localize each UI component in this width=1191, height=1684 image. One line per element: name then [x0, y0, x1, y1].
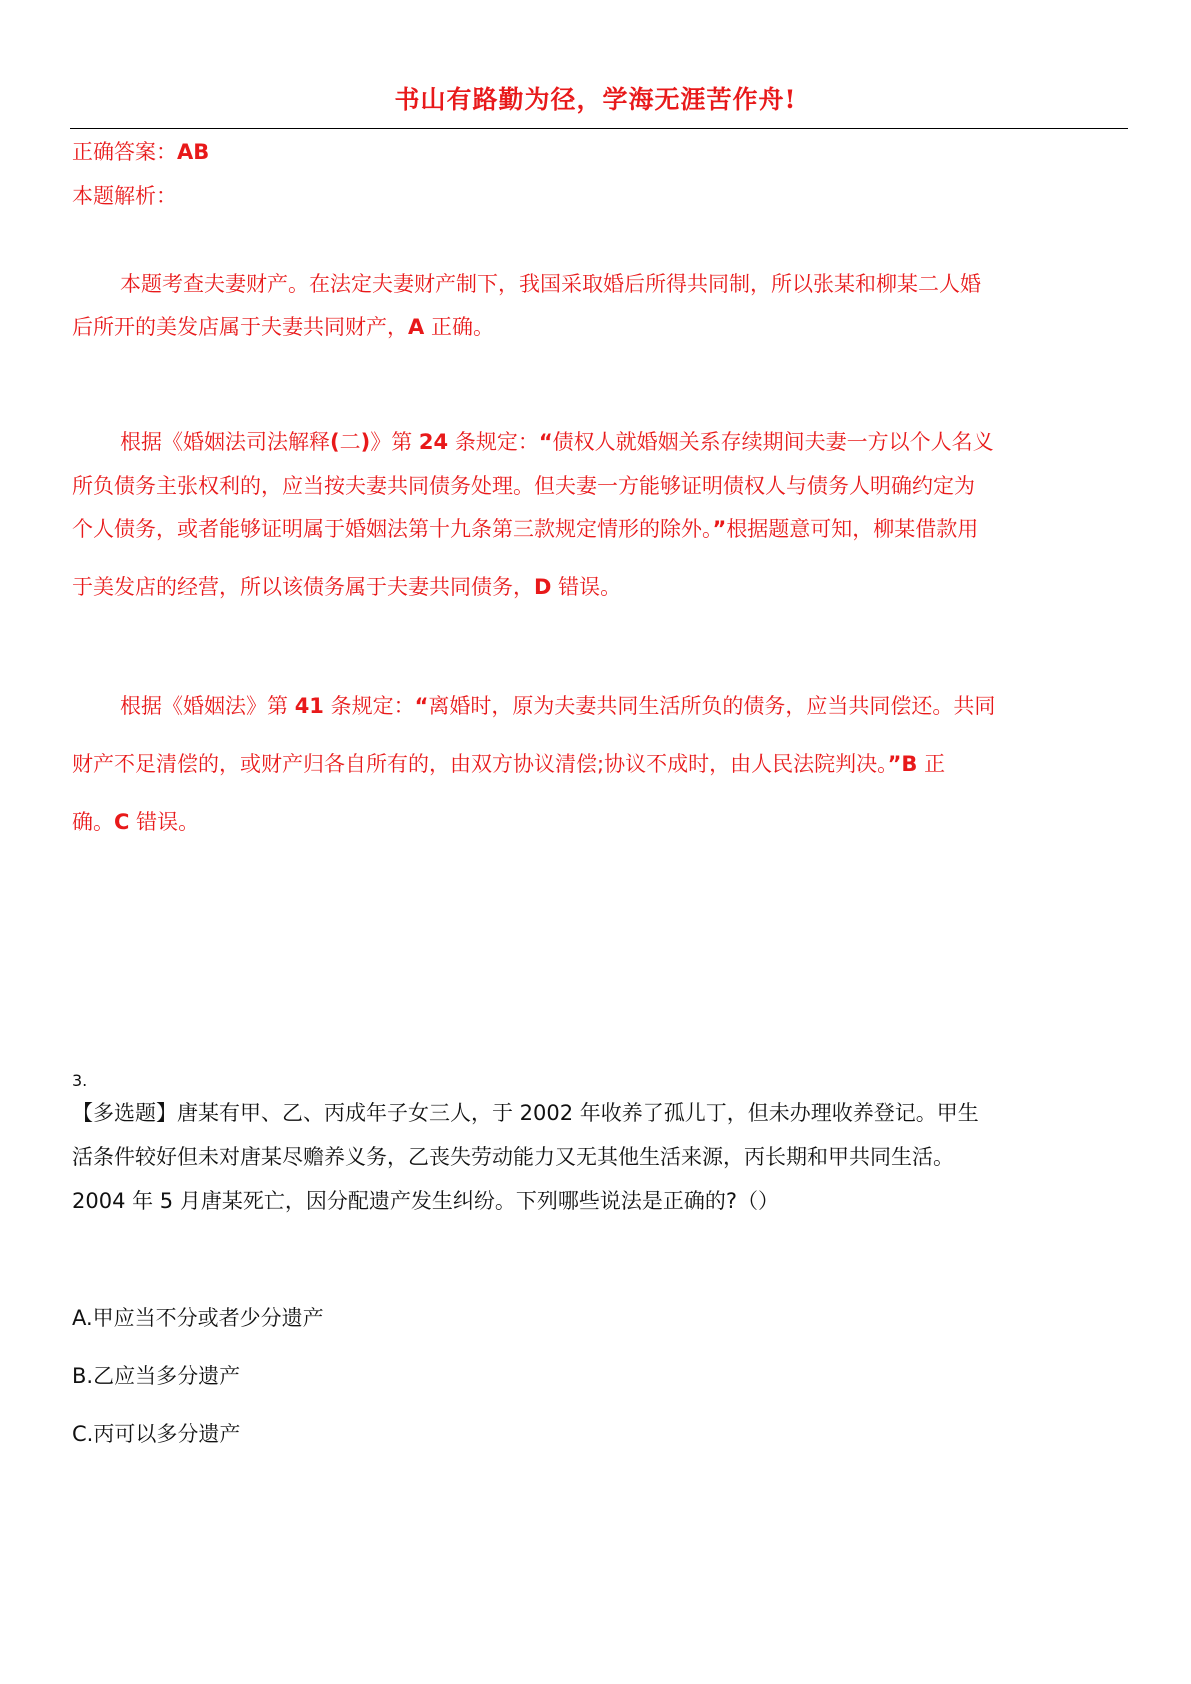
answer-label: 正确答案： — [72, 140, 177, 164]
analysis-p1-line1: 本题考查夫妻财产。在法定夫妻财产制下，我国采取婚后所得共同制，所以张某和柳某二人婚 — [120, 272, 981, 296]
option-ref-d: D — [534, 575, 552, 599]
analysis-p1-line2 — [72, 311, 494, 341]
text-segment: “ — [414, 694, 429, 718]
analysis-p3-line2 — [72, 748, 945, 778]
analysis-label: 本题解析： — [72, 184, 177, 208]
text-segment: 根据题意可知，柳某借款用 — [726, 517, 979, 541]
text-segment: 财产不足清偿的，或财产归各自所有的，由双方协议清偿;协议不成时，由人民法院判决。 — [72, 752, 888, 776]
header-divider — [70, 128, 1128, 129]
analysis-p2-line3 — [72, 513, 978, 543]
text-segment: 于美发店的经营，所以该债务属于夫妻共同债务， — [72, 575, 534, 599]
option-ref-c: C — [114, 810, 130, 834]
question-text-line3: 2004 年 5 月唐某死亡，因分配遗产发生纠纷。下列哪些说法是正确的?（） — [72, 1189, 779, 1213]
text-segment: 正 — [917, 752, 946, 776]
option-a[interactable]: A.甲应当不分或者少分遗产 — [72, 1306, 324, 1330]
question-number: 3. — [72, 1071, 88, 1090]
analysis-p2-line4 — [72, 571, 621, 601]
analysis-p3-line1 — [120, 690, 995, 720]
text-segment: ” — [712, 517, 727, 541]
text-segment: 错误。 — [129, 810, 200, 834]
analysis-p3-line3 — [72, 806, 199, 836]
article-number: 24 — [418, 430, 449, 454]
text-segment: 确。 — [72, 810, 114, 834]
text-segment: 条规定： — [323, 694, 415, 718]
text-segment: 离婚时，原为夫妻共同生活所负的债务，应当共同偿还。共同 — [428, 694, 996, 718]
text-segment: 条规定： — [448, 430, 539, 454]
text-segment: 债权人就婚姻关系存续期间夫妻一方以个人名义 — [552, 430, 994, 454]
option-b[interactable]: B.乙应当多分遗产 — [72, 1364, 241, 1388]
header-motto: 书山有路勤为径，学海无涯苦作舟! — [394, 85, 797, 114]
text-segment: 个人债务，或者能够证明属于婚姻法第十九条第三款规定情形的除外。 — [72, 517, 713, 541]
answer-value: AB — [177, 140, 210, 164]
analysis-p2-line2: 所负债务主张权利的，应当按夫妻共同债务处理。但夫妻一方能够证明债权人与债务人明确约定为 — [72, 474, 975, 498]
text-segment: 根据《婚姻法司法解释 — [120, 430, 330, 454]
text-segment: 错误。 — [551, 575, 622, 599]
text-segment: 二 — [339, 430, 361, 454]
text-segment: “ — [538, 430, 553, 454]
text-segment: ) — [360, 430, 371, 454]
question-text-line2: 活条件较好但未对唐某尽赡养义务，乙丧失劳动能力又无其他生活来源，丙长期和甲共同生活。 — [72, 1145, 954, 1169]
option-ref-a: A — [408, 315, 425, 339]
text-segment: 后所开的美发店属于夫妻共同财产， — [72, 315, 408, 339]
answer-line — [72, 136, 209, 166]
analysis-p2-line1 — [120, 426, 994, 456]
text-segment: 根据《婚姻法》第 — [120, 694, 295, 718]
text-segment: 正确。 — [424, 315, 494, 339]
article-number: 41 — [294, 694, 324, 718]
option-ref-b: ”B — [887, 752, 918, 776]
option-c[interactable]: C.丙可以多分遗产 — [72, 1422, 241, 1446]
text-segment: 》第 — [370, 430, 419, 454]
question-text-line1: 【多选题】唐某有甲、乙、丙成年子女三人，于 2002 年收养了孤儿丁，但未办理收养登记。甲生 — [72, 1101, 979, 1125]
text-segment: ( — [330, 430, 340, 454]
